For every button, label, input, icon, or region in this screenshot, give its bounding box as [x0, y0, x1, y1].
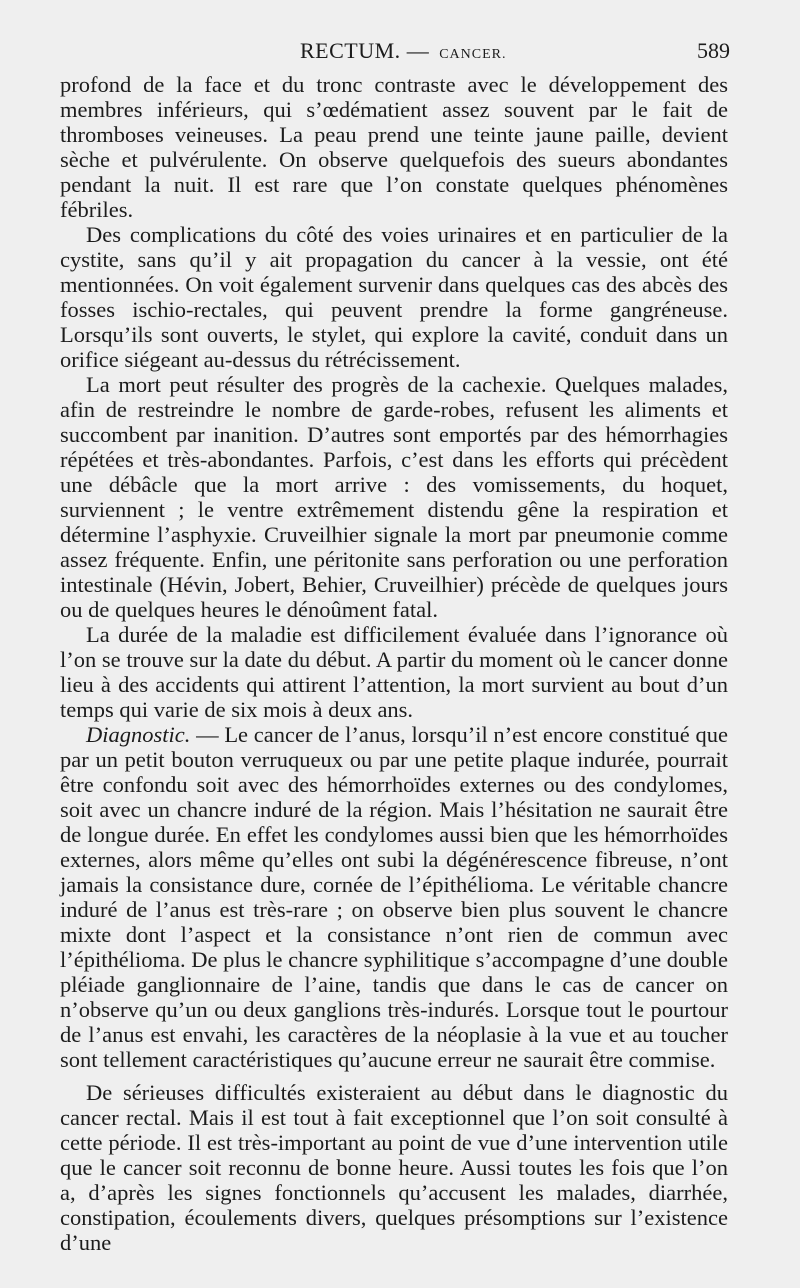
- running-head-title: RECTUM. — CANCER.: [300, 38, 507, 63]
- paragraph-text: — Le cancer de l’anus, lorsqu’il n’est encore constitué que par un petit bouton verruqueux ou par une petite plaque indurée, pourrait être confondu soit avec des hémorrhoïdes externes ou des condylomes, soit avec un chancre induré de la région. Mais l’hésitation ne saurait être de longue durée. En effet les condylomes aussi bien que les hémorrhoïdes externes, alors même qu’elles ont subi la dégénérescence fibreuse, n’ont jamais la consistance dure, cornée de l’épithélioma. Le véritable chancre induré de l’anus est très-rare ; on observe bien plus souvent le chancre mixte dont l’aspect et la consistance n’ont rien de commun avec l’épithélioma. De plus le chancre syphilitique s’accompagne d’une double pléiade ganglionnaire de l’aine, tandis que dans le cas de cancer on n’observe qu’un ou deux ganglions très-indurés. Lorsque tout le pourtour de l’anus est envahi, les caractères de la néoplasie à la vue et au toucher sont tellement caractéristiques qu’aucune erreur ne saurait être commise.: [60, 722, 728, 1072]
- paragraph: De sérieuses difficultés existeraient au début dans le diagnostic du cancer rectal. Mais il est tout à fait exceptionnel que l’on soit consulté à cette période. Il est très-important au point de vue d’une intervention utile que le cancer soit reconnu de bonne heure. Aussi toutes les fois que l’on a, d’après les signes fonctionnels qu’accusent les malades, diarrhée, constipation, écoulements divers, quelques présomptions sur l’existence d’une: [60, 1080, 728, 1255]
- paragraph: La durée de la maladie est difficilement évaluée dans l’ignorance où l’on se trouve sur la date du début. A partir du moment où le cancer donne lieu à des accidents qui attirent l’attention, la mort survient au bout d’un temps qui varie de six mois à deux ans.: [60, 622, 728, 722]
- paragraph: profond de la face et du tronc contraste avec le développement des membres inférieurs, qui s’œdématient assez souvent par le fait de thromboses veineuses. La peau prend une teinte jaune paille, devient sèche et pulvérulente. On observe quelquefois des sueurs abondantes pendant la nuit. Il est rare que l’on constate quelques phénomènes fébriles.: [60, 72, 728, 222]
- running-head: [60, 38, 730, 68]
- running-head-subtitle: CANCER.: [439, 47, 507, 62]
- page-number: 589: [697, 38, 730, 63]
- paragraph-diagnostic: [60, 722, 728, 1072]
- body-text: [60, 72, 728, 1255]
- paragraph: La mort peut résulter des progrès de la cachexie. Quelques malades, afin de restreindre le nombre de garde-robes, refusent les aliments et succombent par inanition. D’autres sont emportés par des hémorrhagies répétées et très-abondantes. Parfois, c’est dans les efforts qui précèdent une débâcle que la mort arrive : des vomissements, du hoquet, surviennent ; le ventre extrêmement distendu gêne la respiration et détermine l’asphyxie. Cruveilhier signale la mort par pneumonie comme assez fréquente. Enfin, une péritonite sans perforation ou une perforation intestinale (Hévin, Jobert, Behier, Cruveilhier) précède de quelques jours ou de quelques heures le dénoûment fatal.: [60, 372, 728, 622]
- section-lead: Diagnostic.: [86, 722, 191, 747]
- paragraph: Des complications du côté des voies urinaires et en particulier de la cystite, sans qu’il y ait propagation du cancer à la vessie, ont été mentionnées. On voit également survenir dans quelques cas des abcès des fosses ischio-rectales, qui peuvent prendre la forme gangréneuse. Lorsqu’ils sont ouverts, le stylet, qui explore la cavité, conduit dans un orifice siégeant au-dessus du rétrécissement.: [60, 222, 728, 372]
